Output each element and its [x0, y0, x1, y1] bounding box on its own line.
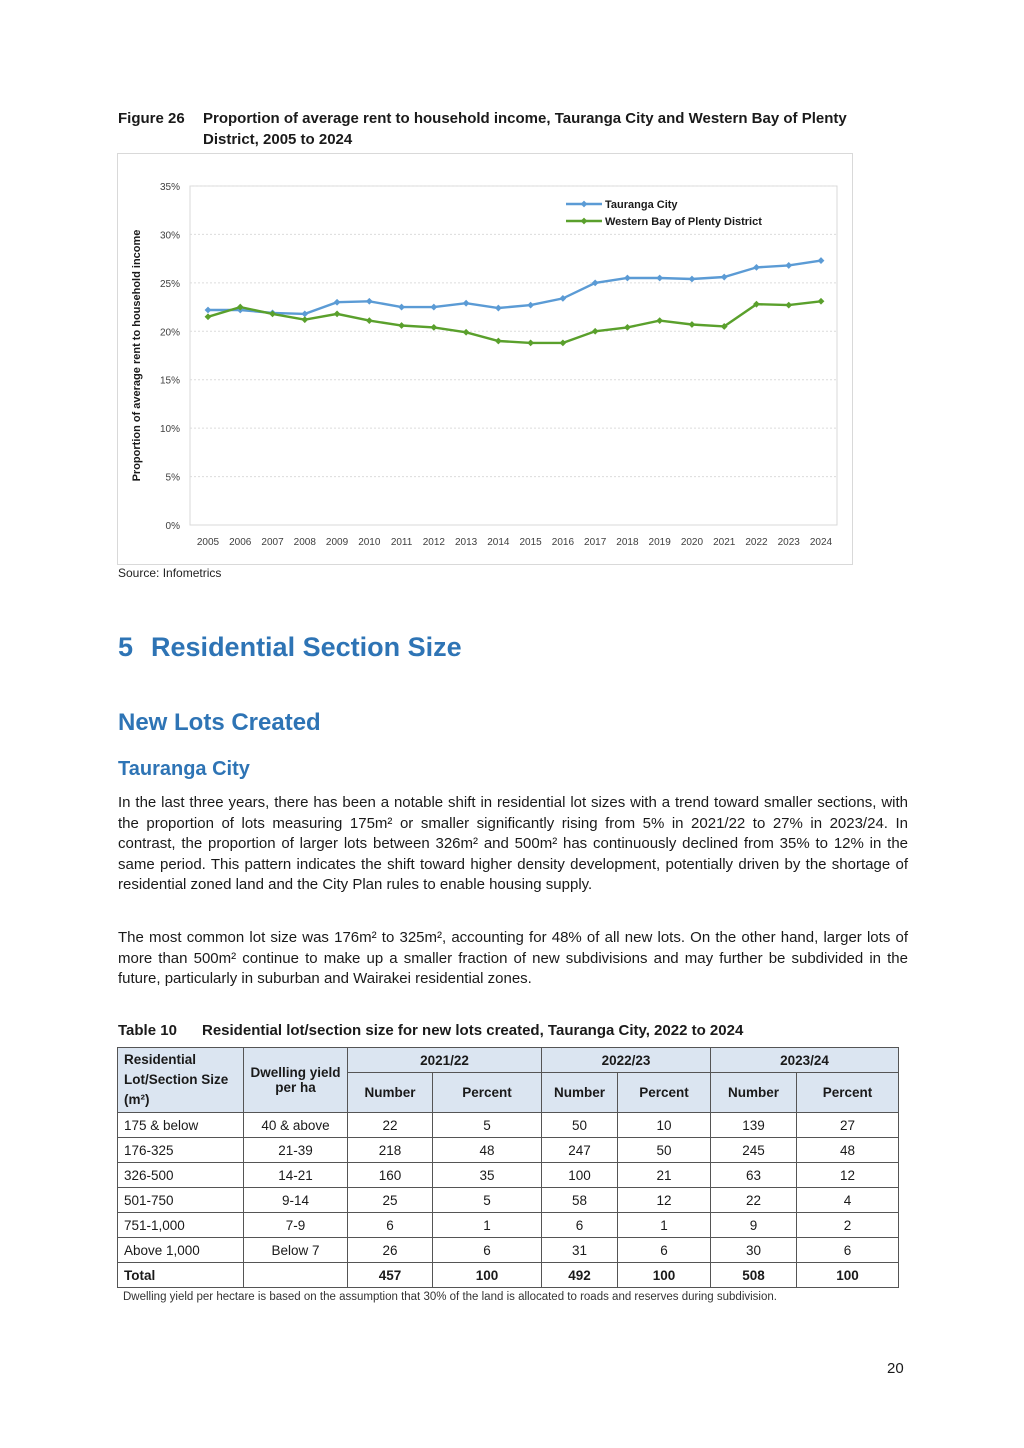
data-point: [818, 298, 825, 305]
table-row: [118, 1213, 899, 1238]
cell-total: 100: [797, 1263, 899, 1288]
x-tick-label: 2022: [745, 537, 768, 548]
table-total-row: [118, 1263, 899, 1288]
data-point: [334, 299, 341, 306]
cell-total: 457: [348, 1263, 433, 1288]
data-point: [624, 324, 631, 331]
cell-value: 50: [542, 1113, 618, 1138]
data-point: [366, 298, 373, 305]
data-point: [689, 321, 696, 328]
x-tick-label: 2017: [584, 537, 607, 548]
cell-value: 31: [542, 1238, 618, 1263]
cell-total-label: Total: [118, 1263, 244, 1288]
header-number: Number: [711, 1073, 797, 1113]
cell-value: 22: [711, 1188, 797, 1213]
y-tick-label: 25%: [159, 278, 180, 290]
x-tick-label: 2006: [229, 537, 252, 548]
x-tick-label: 2013: [454, 537, 478, 548]
x-tick-label: 2014: [487, 537, 510, 548]
cell-value: 10: [618, 1113, 711, 1138]
data-point: [527, 302, 534, 309]
data-point: [398, 304, 405, 311]
figure-source: Source: Infometrics: [118, 566, 222, 580]
data-point: [785, 302, 792, 309]
figure-caption: [118, 108, 878, 150]
x-tick-label: 2007: [261, 537, 284, 548]
data-point: [624, 275, 631, 282]
data-point: [495, 338, 502, 345]
cell-value: 1: [433, 1213, 542, 1238]
x-tick-label: 2009: [325, 537, 349, 548]
data-point: [656, 317, 663, 324]
data-point: [366, 317, 373, 324]
cell-size: 326-500: [118, 1163, 244, 1188]
table-row: [118, 1238, 899, 1263]
cell-total: 100: [433, 1263, 542, 1288]
x-tick-label: 2020: [680, 537, 704, 548]
y-axis-label: Proportion of average rent to household income: [131, 229, 143, 482]
x-tick-label: 2024: [809, 537, 833, 548]
subsubsection-heading: Tauranga City: [118, 758, 250, 780]
figure-label: Figure 26: [118, 110, 185, 127]
chart-container: [117, 153, 853, 565]
section-heading: [118, 632, 462, 663]
data-point: [301, 310, 308, 317]
table-caption: [118, 1022, 743, 1039]
table-row: [118, 1188, 899, 1213]
legend-label: Western Bay of Plenty District: [605, 216, 762, 228]
paragraph-1: In the last three years, there has been a notable shift in residential lot sizes with a trend toward smaller sections, with the proportion of lots measuring 175m² or smaller significantly rising from 5% in 2021/22 to 27% in 2023/24. In contrast, the proportion of larger lots between 326m² and 500m² has continuously declined from 35% to 12% in the same period. This pattern indicates the shift toward higher density development, potentially driven by the shortage of residential zoned land and the City Plan rules to enable housing supply.: [118, 794, 908, 894]
cell-value: 1: [618, 1213, 711, 1238]
y-tick-label: 20%: [159, 327, 180, 339]
x-tick-label: 2023: [777, 537, 800, 548]
cell-total: 492: [542, 1263, 618, 1288]
data-point: [721, 274, 728, 281]
cell-value: 27: [797, 1113, 899, 1138]
cell-value: 6: [618, 1238, 711, 1263]
cell-value: 100: [542, 1163, 618, 1188]
data-point: [205, 307, 212, 314]
cell-value: 25: [348, 1188, 433, 1213]
data-point: [463, 300, 470, 307]
header-year-1: 2021/22: [348, 1048, 542, 1073]
cell-value: 245: [711, 1138, 797, 1163]
cell-size: 176-325: [118, 1138, 244, 1163]
data-point: [559, 340, 566, 347]
cell-yield: 7-9: [244, 1213, 348, 1238]
cell-yield: 21-39: [244, 1138, 348, 1163]
cell-yield: 14-21: [244, 1163, 348, 1188]
cell-value: 12: [797, 1163, 899, 1188]
cell-value: 22: [348, 1113, 433, 1138]
data-point: [656, 275, 663, 282]
table-note: Dwelling yield per hectare is based on the assumption that 30% of the land is allocated to roads and reserves during subdivision.: [123, 1291, 777, 1303]
header-lot-size: Residential Lot/Section Size (m²): [118, 1048, 244, 1113]
legend-marker: [581, 201, 588, 208]
data-point: [495, 305, 502, 312]
header-percent: Percent: [797, 1073, 899, 1113]
section-title: Residential Section Size: [151, 632, 462, 662]
series-line-0: [208, 261, 821, 314]
y-tick-label: 15%: [159, 375, 180, 387]
subsection-heading: New Lots Created: [118, 709, 321, 736]
table-label: Table 10: [118, 1022, 177, 1039]
x-tick-label: 2008: [293, 537, 316, 548]
cell-value: 48: [433, 1138, 542, 1163]
cell-value: 9: [711, 1213, 797, 1238]
table-row: [118, 1138, 899, 1163]
cell-total: 508: [711, 1263, 797, 1288]
table-title: Residential lot/section size for new lots created, Tauranga City, 2022 to 2024: [202, 1022, 744, 1039]
line-chart: [118, 154, 852, 564]
legend-marker: [581, 218, 588, 225]
data-point: [527, 340, 534, 347]
header-percent: Percent: [433, 1073, 542, 1113]
cell-yield: [244, 1263, 348, 1288]
data-point: [463, 329, 470, 336]
data-point: [205, 313, 212, 320]
x-tick-label: 2005: [196, 537, 220, 548]
cell-value: 21: [618, 1163, 711, 1188]
x-tick-label: 2012: [422, 537, 445, 548]
header-percent: Percent: [618, 1073, 711, 1113]
data-point: [785, 262, 792, 269]
data-point: [430, 324, 437, 331]
data-point: [269, 310, 276, 317]
header-dwelling-yield: Dwelling yield per ha: [244, 1048, 348, 1113]
section-number: 5: [118, 632, 134, 662]
cell-value: 12: [618, 1188, 711, 1213]
header-year-3: 2023/24: [711, 1048, 899, 1073]
cell-value: 58: [542, 1188, 618, 1213]
cell-value: 139: [711, 1113, 797, 1138]
header-year-2: 2022/23: [542, 1048, 711, 1073]
y-tick-label: 30%: [159, 230, 180, 242]
header-number: Number: [348, 1073, 433, 1113]
page-number: 20: [887, 1360, 904, 1377]
data-point: [398, 322, 405, 329]
cell-value: 48: [797, 1138, 899, 1163]
cell-value: 26: [348, 1238, 433, 1263]
cell-size: 175 & below: [118, 1113, 244, 1138]
cell-size: 501-750: [118, 1188, 244, 1213]
cell-size: Above 1,000: [118, 1238, 244, 1263]
cell-value: 5: [433, 1113, 542, 1138]
data-point: [301, 316, 308, 323]
plot-area: [190, 186, 837, 525]
x-tick-label: 2019: [648, 537, 671, 548]
x-tick-label: 2010: [358, 537, 381, 548]
cell-yield: 9-14: [244, 1188, 348, 1213]
x-tick-label: 2011: [390, 537, 413, 548]
cell-value: 6: [433, 1238, 542, 1263]
cell-value: 50: [618, 1138, 711, 1163]
table-row: [118, 1163, 899, 1188]
lot-size-table: [117, 1047, 899, 1288]
cell-value: 2: [797, 1213, 899, 1238]
cell-value: 63: [711, 1163, 797, 1188]
table-row: [118, 1113, 899, 1138]
cell-value: 5: [433, 1188, 542, 1213]
cell-value: 6: [542, 1213, 618, 1238]
header-number: Number: [542, 1073, 618, 1113]
cell-value: 160: [348, 1163, 433, 1188]
y-tick-label: 35%: [159, 182, 180, 193]
y-tick-label: 10%: [159, 424, 180, 436]
cell-total: 100: [618, 1263, 711, 1288]
x-tick-label: 2015: [519, 537, 542, 548]
data-point: [334, 310, 341, 317]
cell-yield: Below 7: [244, 1238, 348, 1263]
cell-value: 6: [797, 1238, 899, 1263]
figure-title: Proportion of average rent to household income, Tauranga City and Western Bay of Plenty District, 2005 to 2024: [203, 110, 847, 148]
cell-value: 247: [542, 1138, 618, 1163]
y-tick-label: 5%: [165, 472, 180, 484]
cell-value: 30: [711, 1238, 797, 1263]
data-point: [753, 264, 760, 271]
paragraph-2: The most common lot size was 176m² to 325m², accounting for 48% of all new lots. On the other hand, larger lots of more than 500m² continue to make up a smaller fraction of new subdivisions and may further be subdivided in the future, particularly in suburban and Wairakei residential zones.: [118, 929, 908, 988]
data-point: [592, 328, 599, 335]
data-point: [818, 257, 825, 264]
cell-size: 751-1,000: [118, 1213, 244, 1238]
data-point: [430, 304, 437, 311]
x-tick-label: 2021: [713, 537, 736, 548]
cell-value: 4: [797, 1188, 899, 1213]
cell-value: 6: [348, 1213, 433, 1238]
data-point: [689, 276, 696, 283]
y-tick-label: 0%: [165, 521, 180, 532]
x-tick-label: 2018: [616, 537, 639, 548]
cell-value: 35: [433, 1163, 542, 1188]
cell-yield: 40 & above: [244, 1113, 348, 1138]
x-tick-label: 2016: [551, 537, 575, 548]
legend-label: Tauranga City: [605, 199, 678, 211]
cell-value: 218: [348, 1138, 433, 1163]
